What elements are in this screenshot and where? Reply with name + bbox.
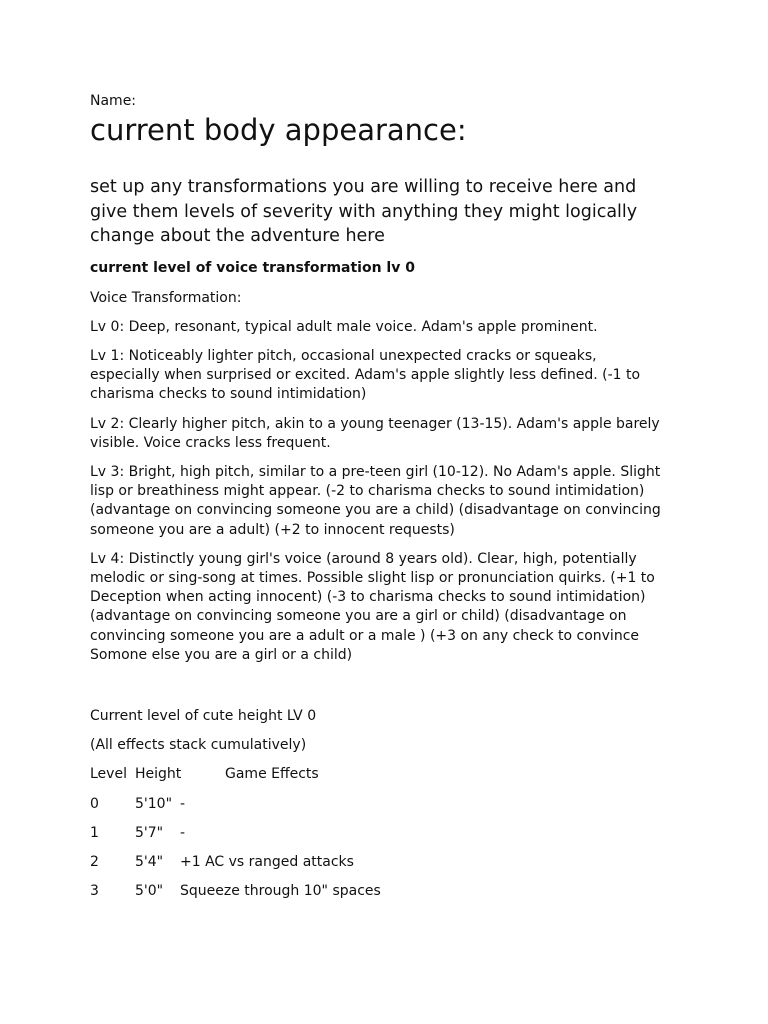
row-height: 5'10" (135, 795, 173, 812)
voice-section-title: Voice Transformation: (90, 289, 242, 306)
voice-level-0: Lv 0: Deep, resonant, typical adult male voice. Adam's apple prominent. (90, 318, 598, 335)
voice-level-2: Lv 2: Clearly higher pitch, akin to a young teenager (13-15). Adam's apple barely visible. Voice cracks less frequent. (90, 415, 660, 451)
row-level: 1 (90, 824, 99, 841)
table-row (90, 853, 670, 872)
voice-level-3: Lv 3: Bright, high pitch, similar to a pre-teen girl (10-12). No Adam's apple. Slight lisp or breathiness might appear. (-2 to charisma checks to sound intimidation) (advantage on convincing someone you are a child) (disadvantage on convincing someone you are a adult) (+2 to innocent requests) (90, 463, 661, 538)
voice-current-level: current level of voice transformation lv 0 (90, 259, 415, 276)
voice-level-4: Lv 4: Distinctly young girl's voice (around 8 years old). Clear, high, potentially melodic or sing-song at times. Possible slight lisp or pronunciation quirks. (+1 to Deception when acting innocent) (-3 to charisma checks to sound intimidation) (advantage on convincing someone you are a girl or child) (disadvantage on convincing someone you are a adult or a male ) (+3 on any check to convince Somone else you are a girl or a child) (90, 550, 655, 663)
table-row (90, 824, 670, 843)
row-effect: - (180, 795, 186, 812)
section-spacer (90, 675, 670, 707)
row-height: 5'7" (135, 824, 164, 841)
row-effect: - (180, 824, 186, 841)
table-row (90, 882, 670, 901)
height-current-level: Current level of cute height LV 0 (90, 707, 317, 724)
page-title: current body appearance: (90, 113, 467, 147)
row-effect: Squeeze through 10" spaces (180, 883, 381, 900)
height-note: (All effects stack cumulatively) (90, 737, 307, 754)
height-table-header (90, 765, 670, 784)
name-label: Name: (90, 93, 137, 109)
document-page (90, 93, 670, 911)
header-level: Level (90, 766, 127, 783)
row-level: 0 (90, 795, 99, 812)
row-effect: +1 AC vs ranged attacks (180, 853, 354, 870)
intro-paragraph: set up any transformations you are willing to receive here and give them levels of severity with anything they might logically change about the adventure here (90, 177, 638, 246)
voice-level-1: Lv 1: Noticeably lighter pitch, occasional unexpected cracks or squeaks, especially when surprised or excited. Adam's apple slightly less defined. (-1 to charisma checks to sound intimidation) (90, 347, 641, 403)
header-game-effects: Game Effects (225, 766, 319, 783)
table-row (90, 795, 670, 814)
row-level: 2 (90, 853, 99, 870)
header-height: Height (135, 766, 182, 783)
row-height: 5'4" (135, 853, 164, 870)
row-height: 5'0" (135, 883, 164, 900)
row-level: 3 (90, 883, 99, 900)
